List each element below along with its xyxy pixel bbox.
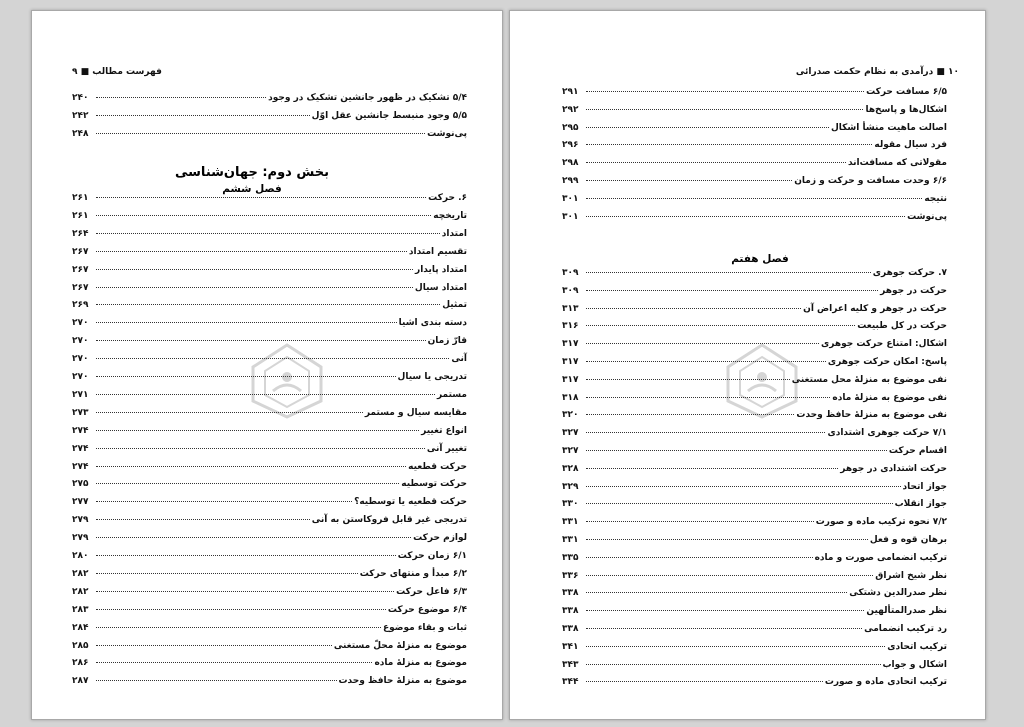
- toc-entry-title: حرکت در جوهر: [880, 285, 947, 296]
- toc-entry-title: ۶. حرکت: [428, 193, 467, 203]
- toc-entry-page: ۳۰۱: [562, 211, 579, 222]
- toc-entry-page: ۳۱۷: [562, 357, 579, 367]
- dot-leader: [586, 109, 863, 110]
- toc-entry-page: ۲۷۰: [72, 372, 89, 382]
- dot-leader: [96, 501, 352, 502]
- toc-entry: [72, 479, 467, 494]
- toc-entry-title: موضوع به منزلۀ حافظ وحدت: [338, 676, 467, 687]
- toc-entry-title: نتیجه: [924, 193, 947, 204]
- dot-leader: [96, 233, 440, 234]
- toc-entry-title: ۶/۵ مسافت حرکت: [866, 87, 947, 97]
- toc-entry-title: نظر صدرالدین دشتکی: [849, 588, 947, 599]
- toc-entry-title: ترکیب انضمامی صورت و ماده: [814, 552, 947, 563]
- toc-entry-title: آنی: [451, 354, 467, 365]
- toc-entry: [72, 641, 467, 656]
- toc-entry-title: لوازم حرکت: [413, 533, 467, 544]
- toc-entry: [562, 464, 947, 479]
- toc-entry-title: تمثیل: [442, 300, 467, 311]
- dot-leader: [586, 610, 864, 611]
- dot-leader: [96, 215, 431, 216]
- toc-entry: [72, 390, 467, 405]
- dot-leader: [586, 468, 838, 469]
- toc-entry-title: ۶/۳ فاعل حرکت: [396, 586, 467, 597]
- toc-entry-title: امتداد پایدار: [415, 264, 467, 275]
- left-page: [31, 10, 503, 720]
- toc-entry-page: ۳۳۸: [562, 588, 579, 599]
- toc-entry: [562, 304, 947, 319]
- dot-leader: [96, 662, 372, 663]
- toc-entry: [72, 93, 467, 108]
- dot-leader: [586, 681, 823, 682]
- toc-entry-page: ۲۶۱: [72, 193, 89, 203]
- toc-entry-title: ۶/۲ مبدأ و منتهای حرکت: [359, 568, 467, 579]
- dot-leader: [96, 340, 426, 341]
- toc-entry-page: ۲۴۸: [72, 129, 89, 139]
- toc-entry-title: نظر صدرالمتألهین: [866, 606, 947, 617]
- toc-entry-page: ۳۰۹: [562, 285, 579, 296]
- toc-entry: [72, 300, 467, 315]
- toc-entry-title: ۶/۶ وحدت مسافت و حرکت و زمان: [794, 176, 947, 186]
- toc-entry: [562, 339, 947, 354]
- chapter-title: فصل هفتم: [731, 253, 789, 265]
- dot-leader: [586, 592, 847, 593]
- toc-entry-title: ۵/۴ تشکیک در ظهور جانشین تشکیک در وجود: [268, 93, 467, 103]
- dot-leader: [586, 308, 801, 309]
- toc-entry: [562, 660, 947, 675]
- dot-leader: [586, 414, 794, 415]
- toc-entry-page: ۳۲۹: [562, 481, 579, 492]
- toc-entry: [562, 606, 947, 621]
- dot-leader: [586, 127, 829, 128]
- toc-entry-title: ترکیب اتحادی ماده و صورت: [824, 677, 947, 688]
- dot-leader: [586, 646, 885, 647]
- dot-leader: [586, 325, 855, 326]
- dot-leader: [586, 397, 830, 398]
- page-header: فهرست مطالب ■ ۹: [72, 67, 162, 77]
- toc-entry-title: مقولاتی که مسافت‌اند: [847, 158, 947, 169]
- toc-entry-page: ۳۰۹: [562, 268, 579, 278]
- dot-leader: [586, 272, 871, 273]
- toc-entry-title: حرکت در کل طبیعت: [857, 321, 947, 332]
- toc-entry: [562, 446, 947, 461]
- dot-leader: [586, 91, 864, 92]
- toc-entry-page: ۳۳۶: [562, 570, 579, 581]
- toc-entry-page: ۳۳۸: [562, 624, 579, 634]
- dot-leader: [96, 537, 411, 538]
- dot-leader: [586, 162, 846, 163]
- toc-entry: [562, 176, 947, 191]
- toc-entry-page: ۳۱۶: [562, 321, 579, 332]
- toc-entry: [72, 129, 467, 144]
- toc-entry: [562, 158, 947, 173]
- dot-leader: [586, 144, 872, 145]
- dot-leader: [586, 486, 901, 487]
- toc-entry-page: ۳۱۷: [562, 339, 579, 350]
- toc-entry: [562, 105, 947, 120]
- toc-entry-page: ۲۹۵: [562, 122, 579, 133]
- dot-leader: [96, 448, 425, 449]
- toc-entry: [562, 393, 947, 408]
- dot-leader: [96, 680, 337, 681]
- toc-entry-title: ۶/۱ زمان حرکت: [397, 551, 467, 561]
- dot-leader: [586, 557, 813, 558]
- toc-entry-page: ۳۴۱: [562, 641, 579, 652]
- toc-entry-page: ۲۶۷: [72, 264, 89, 275]
- toc-entry-title: امتداد: [441, 228, 467, 239]
- toc-entry-title: امتداد سیال: [414, 282, 467, 293]
- toc-entry: [562, 194, 947, 209]
- toc-entry-page: ۳۲۷: [562, 428, 579, 439]
- dot-leader: [586, 521, 814, 522]
- toc-entry-page: ۲۹۸: [562, 158, 579, 169]
- toc-entry: [72, 587, 467, 602]
- dot-leader: [96, 555, 396, 556]
- dot-leader: [96, 358, 449, 359]
- toc-entry-title: پی‌نوشت: [427, 129, 467, 139]
- dot-leader: [96, 251, 407, 252]
- toc-entry: [562, 499, 947, 514]
- toc-entry-title: پی‌نوشت: [907, 211, 947, 222]
- toc-entry-page: ۲۷۰: [72, 318, 89, 329]
- toc-entry-title: دسته بندی اشیا: [398, 318, 467, 329]
- toc-entry-title: مستمر: [436, 389, 467, 400]
- toc-entry-page: ۳۳۸: [562, 606, 579, 617]
- dot-leader: [96, 269, 413, 270]
- dot-leader: [96, 430, 419, 431]
- toc-entry-page: ۲۷۴: [72, 425, 89, 436]
- dot-leader: [586, 180, 792, 181]
- toc-entry-page: ۲۶۹: [72, 300, 89, 311]
- toc-entry-page: ۲۴۲: [72, 111, 89, 121]
- dot-leader: [96, 573, 358, 574]
- toc-entry: [72, 623, 467, 638]
- dot-leader: [96, 645, 332, 646]
- toc-entry-page: ۲۷۹: [72, 533, 89, 544]
- toc-entry-page: ۲۷۱: [72, 389, 89, 400]
- dot-leader: [586, 503, 893, 504]
- toc-entry-page: ۲۷۵: [72, 479, 89, 490]
- toc-entry: [562, 140, 947, 155]
- toc-entry: [72, 229, 467, 244]
- toc-entry-page: ۲۹۹: [562, 176, 579, 186]
- dot-leader: [586, 379, 790, 380]
- chapter-title: فصل ششم: [222, 183, 282, 195]
- toc-entry-page: ۲۸۲: [72, 568, 89, 579]
- toc-entry: [562, 123, 947, 138]
- toc-entry-page: ۲۸۲: [72, 586, 89, 597]
- toc-entry-page: ۳۴۴: [562, 677, 579, 688]
- dot-leader: [96, 394, 435, 395]
- toc-entry-page: ۲۶۷: [72, 246, 89, 257]
- toc-entry-title: ترکیب اتحادی: [887, 641, 947, 652]
- toc-entry: [562, 87, 947, 102]
- toc-entry-page: ۳۲۸: [562, 463, 579, 474]
- toc-entry: [72, 462, 467, 477]
- toc-entry-page: ۳۳۱: [562, 535, 579, 545]
- toc-entry-title: قارّ‌ زمان: [427, 336, 467, 347]
- toc-entry: [72, 515, 467, 530]
- dot-leader: [96, 304, 440, 305]
- toc-entry: [562, 375, 947, 390]
- toc-entry: [562, 268, 947, 283]
- toc-entry-title: نفی موضوع به منزلۀ حافظ وحدت: [796, 410, 947, 421]
- toc-entry-page: ۳۴۳: [562, 659, 579, 670]
- dot-leader: [96, 627, 381, 628]
- dot-leader: [96, 322, 397, 323]
- toc-entry-title: حرکت قطعیه: [408, 461, 467, 472]
- toc-entry-title: انواع تغییر: [421, 425, 467, 436]
- toc-entry: [72, 408, 467, 423]
- right-toc: [510, 11, 985, 719]
- toc-entry-page: ۳۲۰: [562, 410, 579, 421]
- toc-entry-title: مقایسه سیال و مستمر: [364, 407, 467, 418]
- toc-entry-page: ۳۳۰: [562, 499, 579, 510]
- toc-entry-page: ۲۷۹: [72, 515, 89, 526]
- toc-entry-title: نفی موضوع به منزلۀ محل مستغنی: [791, 374, 947, 385]
- dot-leader: [586, 628, 862, 629]
- toc-entry: [562, 428, 947, 443]
- toc-entry: [72, 265, 467, 280]
- left-toc: [32, 11, 502, 719]
- toc-entry: [72, 605, 467, 620]
- toc-entry-page: ۳۱۳: [562, 303, 579, 314]
- toc-entry-page: ۲۸۴: [72, 622, 89, 633]
- right-page: [509, 10, 986, 720]
- toc-entry-title: تغییر آنی: [426, 443, 467, 454]
- dot-leader: [586, 216, 905, 217]
- toc-entry-title: برهان قوه و فعل: [869, 535, 947, 545]
- toc-entry-title: نظر شیخ اشراق: [875, 570, 947, 581]
- toc-entry-title: جواز اتحاد: [902, 481, 947, 492]
- toc-entry-title: حرکت در جوهر و کلیه اعراض آن: [803, 303, 947, 314]
- toc-entry: [72, 551, 467, 566]
- dot-leader: [586, 539, 868, 540]
- toc-entry-title: تدریجی یا سیال: [397, 372, 467, 382]
- toc-entry-title: ثبات و بقاء موضوع: [382, 622, 467, 633]
- toc-entry-title: اشکال‌ها و پاسخ‌ها: [865, 104, 947, 115]
- toc-entry-title: حرکت توسطیه: [401, 479, 467, 490]
- toc-entry-page: ۳۰۱: [562, 193, 579, 204]
- toc-entry-title: اقسام حرکت: [888, 446, 947, 456]
- toc-entry-page: ۲۶۴: [72, 228, 89, 239]
- toc-entry-title: تاریخچه: [433, 210, 467, 221]
- toc-entry: [72, 336, 467, 351]
- toc-entry: [562, 286, 947, 301]
- toc-entry: [72, 247, 467, 262]
- dot-leader: [96, 133, 425, 134]
- toc-entry-page: ۲۴۰: [72, 93, 89, 103]
- toc-entry-title: نفی موضوع به منزلۀ ماده: [832, 392, 947, 403]
- toc-entry: [72, 318, 467, 333]
- toc-entry-title: حرکت اشتدادی در جوهر: [840, 463, 947, 474]
- toc-entry-page: ۲۹۲: [562, 104, 579, 115]
- dot-leader: [96, 466, 406, 467]
- toc-entry: [562, 642, 947, 657]
- toc-entry-title: فرد سیال مقوله: [874, 140, 947, 151]
- page-header: ۱۰ ■ درآمدی به نظام حکمت صدرائی: [795, 67, 959, 77]
- toc-entry-page: ۳۱۸: [562, 392, 579, 403]
- toc-entry-title: ۶/۴ موضوع حرکت: [387, 604, 467, 615]
- toc-entry: [72, 354, 467, 369]
- toc-entry: [72, 533, 467, 548]
- dot-leader: [96, 609, 386, 610]
- toc-entry-title: اصالت ماهیت منشأ اشکال: [830, 122, 947, 133]
- toc-entry: [562, 212, 947, 227]
- toc-entry-title: ۷/۱ حرکت جوهری اشتدادی: [827, 428, 947, 439]
- toc-entry-title: اشکال: امتناع حرکت جوهری: [821, 339, 947, 350]
- dot-leader: [586, 575, 873, 576]
- toc-entry-page: ۲۹۱: [562, 87, 579, 97]
- toc-entry: [562, 517, 947, 532]
- dot-leader: [96, 591, 394, 592]
- dot-leader: [586, 664, 881, 665]
- toc-entry: [72, 211, 467, 226]
- toc-entry-page: ۳۳۵: [562, 552, 579, 563]
- toc-entry-title: ۵/۵ وجود منبسط جانشین عقل اوّل: [311, 111, 467, 121]
- toc-entry-page: ۲۶۷: [72, 282, 89, 293]
- toc-entry: [562, 410, 947, 425]
- toc-entry-title: ۷. حرکت جوهری: [872, 268, 947, 278]
- toc-entry: [562, 624, 947, 639]
- toc-entry-page: ۲۷۷: [72, 497, 89, 508]
- toc-entry: [72, 193, 467, 208]
- dot-leader: [96, 483, 399, 484]
- dot-leader: [96, 412, 363, 413]
- toc-entry-page: ۲۸۵: [72, 640, 89, 651]
- toc-entry: [72, 426, 467, 441]
- toc-entry-page: ۲۶۱: [72, 210, 89, 221]
- toc-entry: [72, 569, 467, 584]
- toc-entry-title: تدریجی غیر قابل فروکاستن به آنی: [311, 515, 467, 526]
- toc-entry-title: رد ترکیب انضمامی: [864, 624, 947, 634]
- dot-leader: [96, 519, 310, 520]
- toc-entry-title: جواز انقلاب: [894, 499, 947, 510]
- toc-entry: [562, 535, 947, 550]
- dot-leader: [96, 97, 266, 98]
- toc-entry-page: ۲۷۴: [72, 461, 89, 472]
- toc-entry: [562, 553, 947, 568]
- toc-entry: [72, 111, 467, 126]
- toc-entry-title: اشکال و جواب: [882, 659, 947, 670]
- toc-entry: [562, 571, 947, 586]
- toc-entry: [562, 321, 947, 336]
- toc-entry-page: ۲۸۰: [72, 551, 89, 561]
- toc-entry-page: ۲۸۳: [72, 604, 89, 615]
- toc-entry: [562, 357, 947, 372]
- toc-entry-page: ۲۷۳: [72, 407, 89, 418]
- toc-entry-title: تقسیم امتداد: [408, 246, 467, 257]
- toc-entry-page: ۳۲۷: [562, 446, 579, 456]
- toc-entry-page: ۲۸۷: [72, 676, 89, 687]
- toc-entry-page: ۲۷۴: [72, 443, 89, 454]
- toc-entry: [562, 482, 947, 497]
- toc-entry-title: موضوع به منزلۀ ماده: [374, 658, 467, 669]
- toc-entry-page: ۲۸۶: [72, 658, 89, 669]
- toc-entry-title: حرکت قطعیه یا توسطیه؟: [354, 497, 467, 508]
- toc-entry: [72, 372, 467, 387]
- toc-entry-page: ۲۷۰: [72, 354, 89, 365]
- toc-entry: [562, 677, 947, 692]
- dot-leader: [96, 376, 396, 377]
- part-title: بخش دوم: جهان‌شناسی: [175, 165, 329, 180]
- toc-entry: [562, 588, 947, 603]
- toc-entry: [72, 283, 467, 298]
- dot-leader: [96, 287, 413, 288]
- toc-entry-page: ۳۳۱: [562, 517, 579, 528]
- dot-leader: [586, 361, 826, 362]
- toc-entry: [72, 676, 467, 691]
- toc-entry: [72, 658, 467, 673]
- dot-leader: [586, 432, 825, 433]
- toc-entry-title: موضوع به منزلۀ محلّ مستغنی: [333, 640, 467, 651]
- toc-entry-title: ۷/۲ نحوه ترکیب ماده و صورت: [815, 517, 947, 528]
- toc-entry-title: پاسخ: امکان حرکت جوهری: [827, 357, 947, 367]
- dot-leader: [96, 115, 310, 116]
- toc-entry-page: ۳۱۷: [562, 374, 579, 385]
- toc-entry: [72, 444, 467, 459]
- toc-entry: [72, 497, 467, 512]
- toc-entry-page: ۲۹۶: [562, 140, 579, 151]
- dot-leader: [96, 197, 426, 198]
- dot-leader: [586, 343, 819, 344]
- toc-entry-page: ۲۷۰: [72, 336, 89, 347]
- dot-leader: [586, 290, 878, 291]
- dot-leader: [586, 198, 922, 199]
- dot-leader: [586, 450, 887, 451]
